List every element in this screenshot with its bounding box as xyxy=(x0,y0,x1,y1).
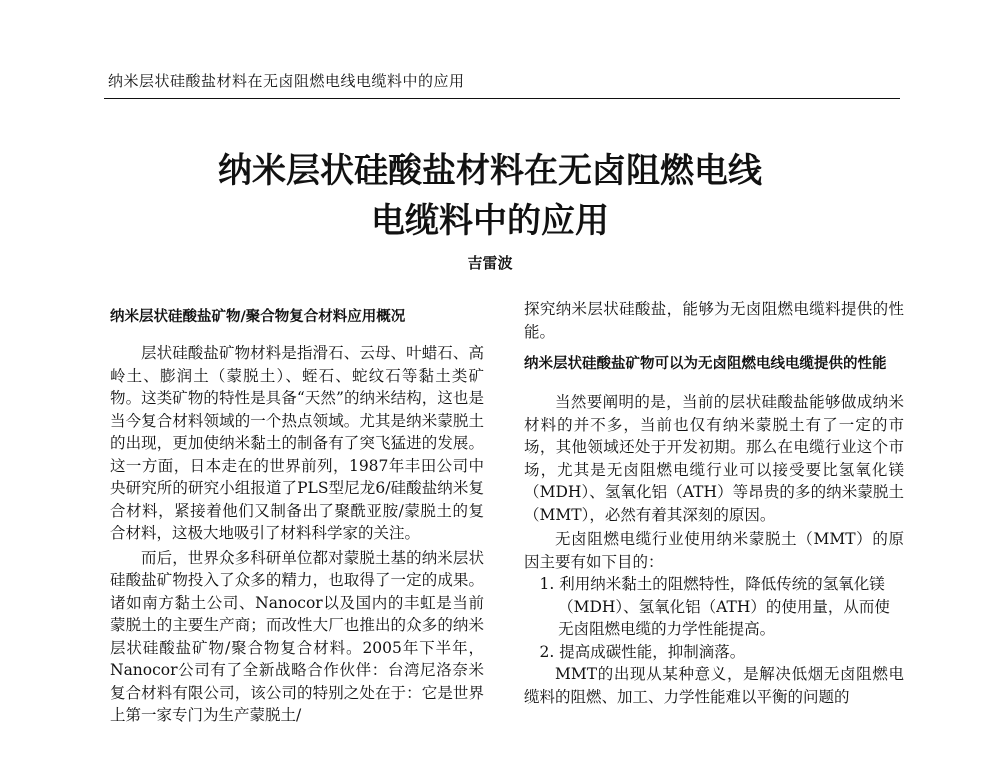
author-name: 吉雷波 xyxy=(467,254,513,272)
list-item: 2. 提高成碳性能，抑制滴落。 xyxy=(539,642,746,661)
body-paragraph: MMT的出现从某种意义，是解决低烟无卤阻燃电缆料的阻燃、加工、力学性能难以平衡的问题的 xyxy=(524,665,904,706)
article-title xyxy=(100,146,880,246)
body-paragraph: 无卤阻燃电缆行业使用纳米蒙脱土（MMT）的原因主要有如下目的： xyxy=(524,530,904,571)
section-heading: 纳米层状硅酸盐矿物可以为无卤阻燃电线电缆提供的性能 xyxy=(524,356,887,372)
title-line-2: 电缆料中的应用 xyxy=(371,201,609,241)
header-divider xyxy=(104,98,900,99)
body-paragraph: 当然要阐明的是，当前的层状硅酸盐能够做成纳米材料的并不多，当前也仅有纳米蒙脱土有了一定的市场，其他领域还处于开发初期。那么在电缆行业这个市场，尤其是无卤阻燃电缆行业可以接受要比氢氧化镁（MDH）、氢氧化铝（ATH）等昂贵的多的纳米蒙脱土（MMT），必然有着其深刻的原因。 xyxy=(524,393,904,524)
title-line-1: 纳米层状硅酸盐材料在无卤阻燃电线 xyxy=(218,151,762,191)
body-paragraph: 而后，世界众多科研单位都对蒙脱土基的纳米层状硅酸盐矿物投入了众多的精力，也取得了一定的成果。诸如南方黏土公司、Nanocor以及国内的丰虹是当前蒙脱土的主要生产商；而改性大厂也推出的众多的纳米层状硅酸盐矿物/聚合物复合材料。2005年下半年，Nanocor公司有了全新战略合作伙伴：台湾尼洛奈米复合材料有限公司，该公司的特别之处在于：它是世界上第一家专门为生产蒙脱土/ xyxy=(110,548,484,724)
running-header: 纳米层状硅酸盐材料在无卤阻燃电线电缆料中的应用 xyxy=(108,72,465,90)
body-paragraph: 层状硅酸盐矿物材料是指滑石、云母、叶蜡石、高岭土、膨润土（蒙脱土）、蛭石、蛇纹石等黏土类矿物。这类矿物的特性是具备“天然”的纳米结构，这也是当今复合材料领域的一个热点领域。尤其是纳米蒙脱土的出现，更加使纳米黏土的制备有了突飞猛进的发展。这一方面，日本走在的世界前列，1987年丰田公司中央研究所的研究小组报道了PLS型尼龙6/硅酸盐纳米复合材料，紧接着他们又制备出了聚酰亚胺/蒙脱土的复合材料，这极大地吸引了材料科学家的关注。 xyxy=(110,344,484,542)
list-item: 1. 利用纳米黏土的阻燃特性，降低传统的氢氧化镁（MDH）、氢氧化铝（ATH）的使用量，从而使无卤阻燃电缆的力学性能提高。 xyxy=(539,575,890,638)
left-column xyxy=(110,306,484,727)
right-column xyxy=(524,298,904,708)
section-heading: 纳米层状硅酸盐矿物/聚合物复合材料应用概况 xyxy=(110,309,406,325)
continued-paragraph: 探究纳米层状硅酸盐，能够为无卤阻燃电缆料提供的性能。 xyxy=(524,300,904,341)
